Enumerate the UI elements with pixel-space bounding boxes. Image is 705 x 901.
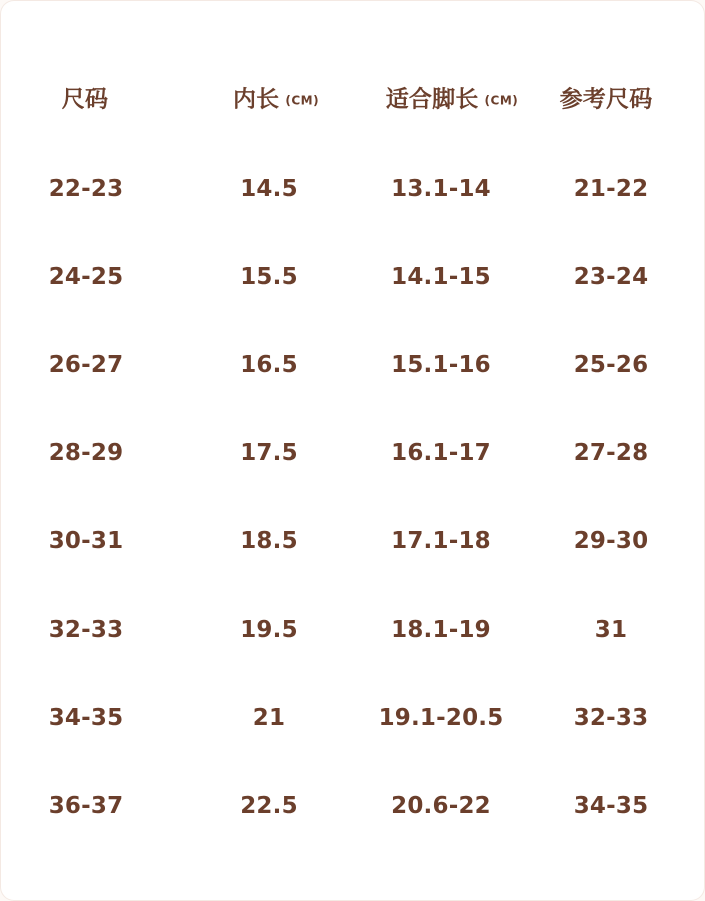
- header-inner-length-label: 内长: [232, 86, 280, 113]
- header-inner-length: [233, 81, 319, 114]
- header-size-label: 尺码: [61, 86, 109, 113]
- header-reference-size-label: 参考尺码: [559, 86, 653, 113]
- row-8-reference-size: 34-35: [573, 793, 649, 819]
- row-2-inner-length: 15.5: [240, 264, 298, 290]
- row-6-inner-length: 19.5: [240, 617, 298, 643]
- row-5-foot-length: 17.1-18: [391, 528, 491, 554]
- header-foot-length-unit: (CM): [484, 93, 519, 107]
- row-7-inner-length: 21: [252, 705, 286, 731]
- row-1-inner-length: 14.5: [240, 176, 298, 202]
- row-8-size: 36-37: [48, 793, 124, 819]
- row-4-foot-length: 16.1-17: [391, 440, 491, 466]
- row-3-size: 26-27: [48, 352, 124, 378]
- row-4-reference-size: 27-28: [573, 440, 649, 466]
- row-1-size: 22-23: [48, 176, 124, 202]
- row-6-foot-length: 18.1-19: [391, 617, 491, 643]
- row-3-reference-size: 25-26: [573, 352, 649, 378]
- row-2-reference-size: 23-24: [573, 264, 649, 290]
- row-2-size: 24-25: [48, 264, 124, 290]
- row-7-size: 34-35: [48, 705, 124, 731]
- header-foot-length: [386, 81, 519, 114]
- row-3-inner-length: 16.5: [240, 352, 298, 378]
- row-1-foot-length: 13.1-14: [391, 176, 491, 202]
- row-7-foot-length: 19.1-20.5: [378, 705, 504, 731]
- row-2-foot-length: 14.1-15: [391, 264, 491, 290]
- header-size: [62, 81, 108, 114]
- row-4-size: 28-29: [48, 440, 124, 466]
- row-6-size: 32-33: [48, 617, 124, 643]
- row-5-reference-size: 29-30: [573, 528, 649, 554]
- row-5-size: 30-31: [48, 528, 124, 554]
- header-reference-size: [560, 81, 653, 114]
- row-8-foot-length: 20.6-22: [391, 793, 491, 819]
- row-3-foot-length: 15.1-16: [391, 352, 491, 378]
- row-5-inner-length: 18.5: [240, 528, 298, 554]
- header-foot-length-label: 适合脚长: [385, 86, 479, 113]
- row-1-reference-size: 21-22: [573, 176, 649, 202]
- header-inner-length-unit: (CM): [285, 93, 320, 107]
- row-7-reference-size: 32-33: [573, 705, 649, 731]
- row-6-reference-size: 31: [594, 617, 628, 643]
- row-4-inner-length: 17.5: [240, 440, 298, 466]
- row-8-inner-length: 22.5: [240, 793, 298, 819]
